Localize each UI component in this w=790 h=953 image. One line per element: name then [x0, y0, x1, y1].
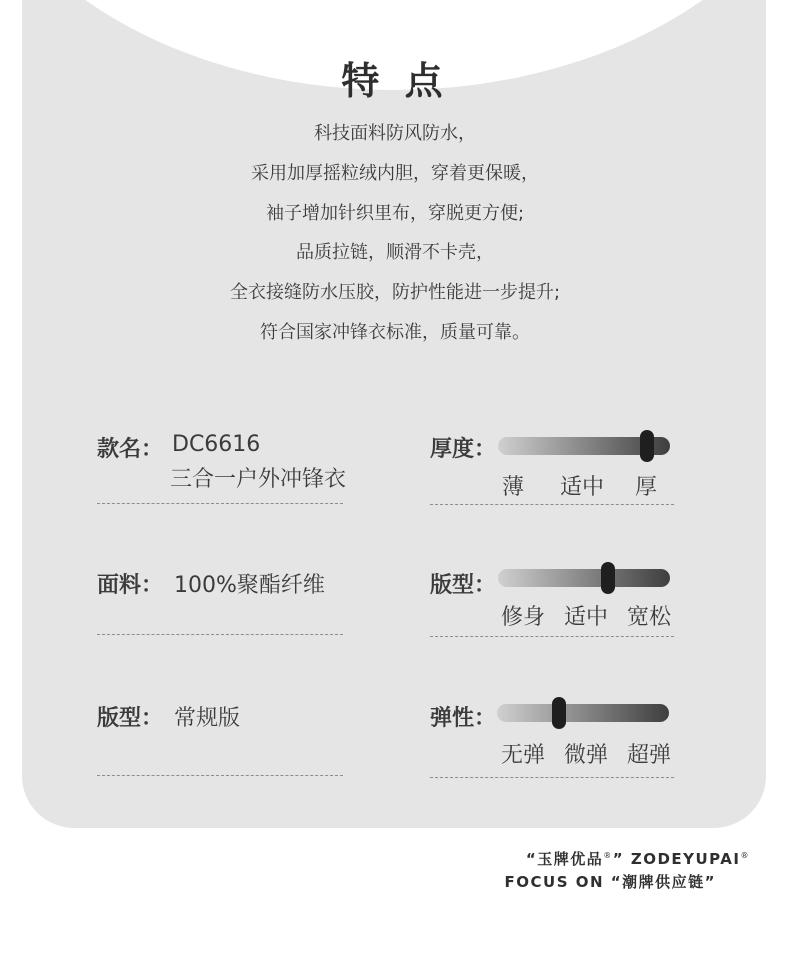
thickness-tick-thick: 厚 — [635, 475, 658, 500]
description-line-2: 采用加厚摇粒绒内胆，穿着更保暖， — [251, 163, 539, 184]
brand-line-1 — [526, 848, 750, 869]
brand-cn: “玉牌优品 — [525, 850, 604, 868]
description-line-6: 符合国家冲锋衣标准，质量可靠。 — [260, 322, 530, 343]
registered-mark: ® — [603, 851, 613, 860]
elasticity-tick-none: 无弹 — [501, 743, 546, 768]
brand-en: ZODEYUPAI — [624, 850, 741, 868]
divider — [430, 636, 674, 637]
divider — [97, 775, 343, 776]
thickness-tick-medium: 适中 — [560, 475, 605, 500]
elasticity-label: 弹性： — [430, 706, 497, 731]
cut-label: 版型： — [430, 573, 497, 598]
fit-label: 版型： — [97, 706, 164, 731]
elasticity-tick-high: 超弹 — [627, 743, 672, 768]
cut-tick-regular: 适中 — [564, 605, 609, 630]
elasticity-bar — [497, 704, 669, 722]
page-title: 特 点 — [341, 59, 449, 103]
description-line-5: 全衣接缝防水压胶，防护性能进一步提升; — [229, 282, 561, 303]
fabric-label: 面料： — [97, 573, 164, 598]
model-name: 三合一户外冲锋衣 — [170, 467, 347, 492]
registered-mark: ® — [740, 851, 750, 860]
model-label: 款名： — [97, 437, 164, 462]
model-code: DC6616 — [172, 432, 261, 457]
divider — [430, 504, 674, 505]
cut-tick-loose: 宽松 — [627, 605, 672, 630]
brand-quote: ” — [612, 850, 625, 868]
brand-line-2: FOCUS ON “潮牌供应链” — [504, 873, 716, 891]
cut-knob — [601, 562, 615, 594]
elasticity-tick-slight: 微弹 — [564, 743, 609, 768]
fabric-value: 100%聚酯纤维 — [174, 573, 325, 598]
description-line-1: 科技面料防风防水， — [314, 123, 476, 144]
divider — [97, 634, 343, 635]
divider — [430, 777, 674, 778]
fit-value: 常规版 — [174, 706, 241, 731]
cut-bar — [498, 569, 670, 587]
elasticity-knob — [552, 697, 566, 729]
thickness-label: 厚度： — [430, 437, 497, 462]
thickness-tick-thin: 薄 — [502, 475, 525, 500]
description-line-4: 品质拉链，顺滑不卡壳， — [296, 242, 494, 263]
thickness-knob — [640, 430, 654, 462]
divider — [97, 503, 343, 504]
thickness-bar — [498, 437, 670, 455]
description-line-3: 袖子增加针织里布，穿脱更方便; — [265, 203, 525, 224]
cut-tick-slim: 修身 — [501, 605, 546, 630]
